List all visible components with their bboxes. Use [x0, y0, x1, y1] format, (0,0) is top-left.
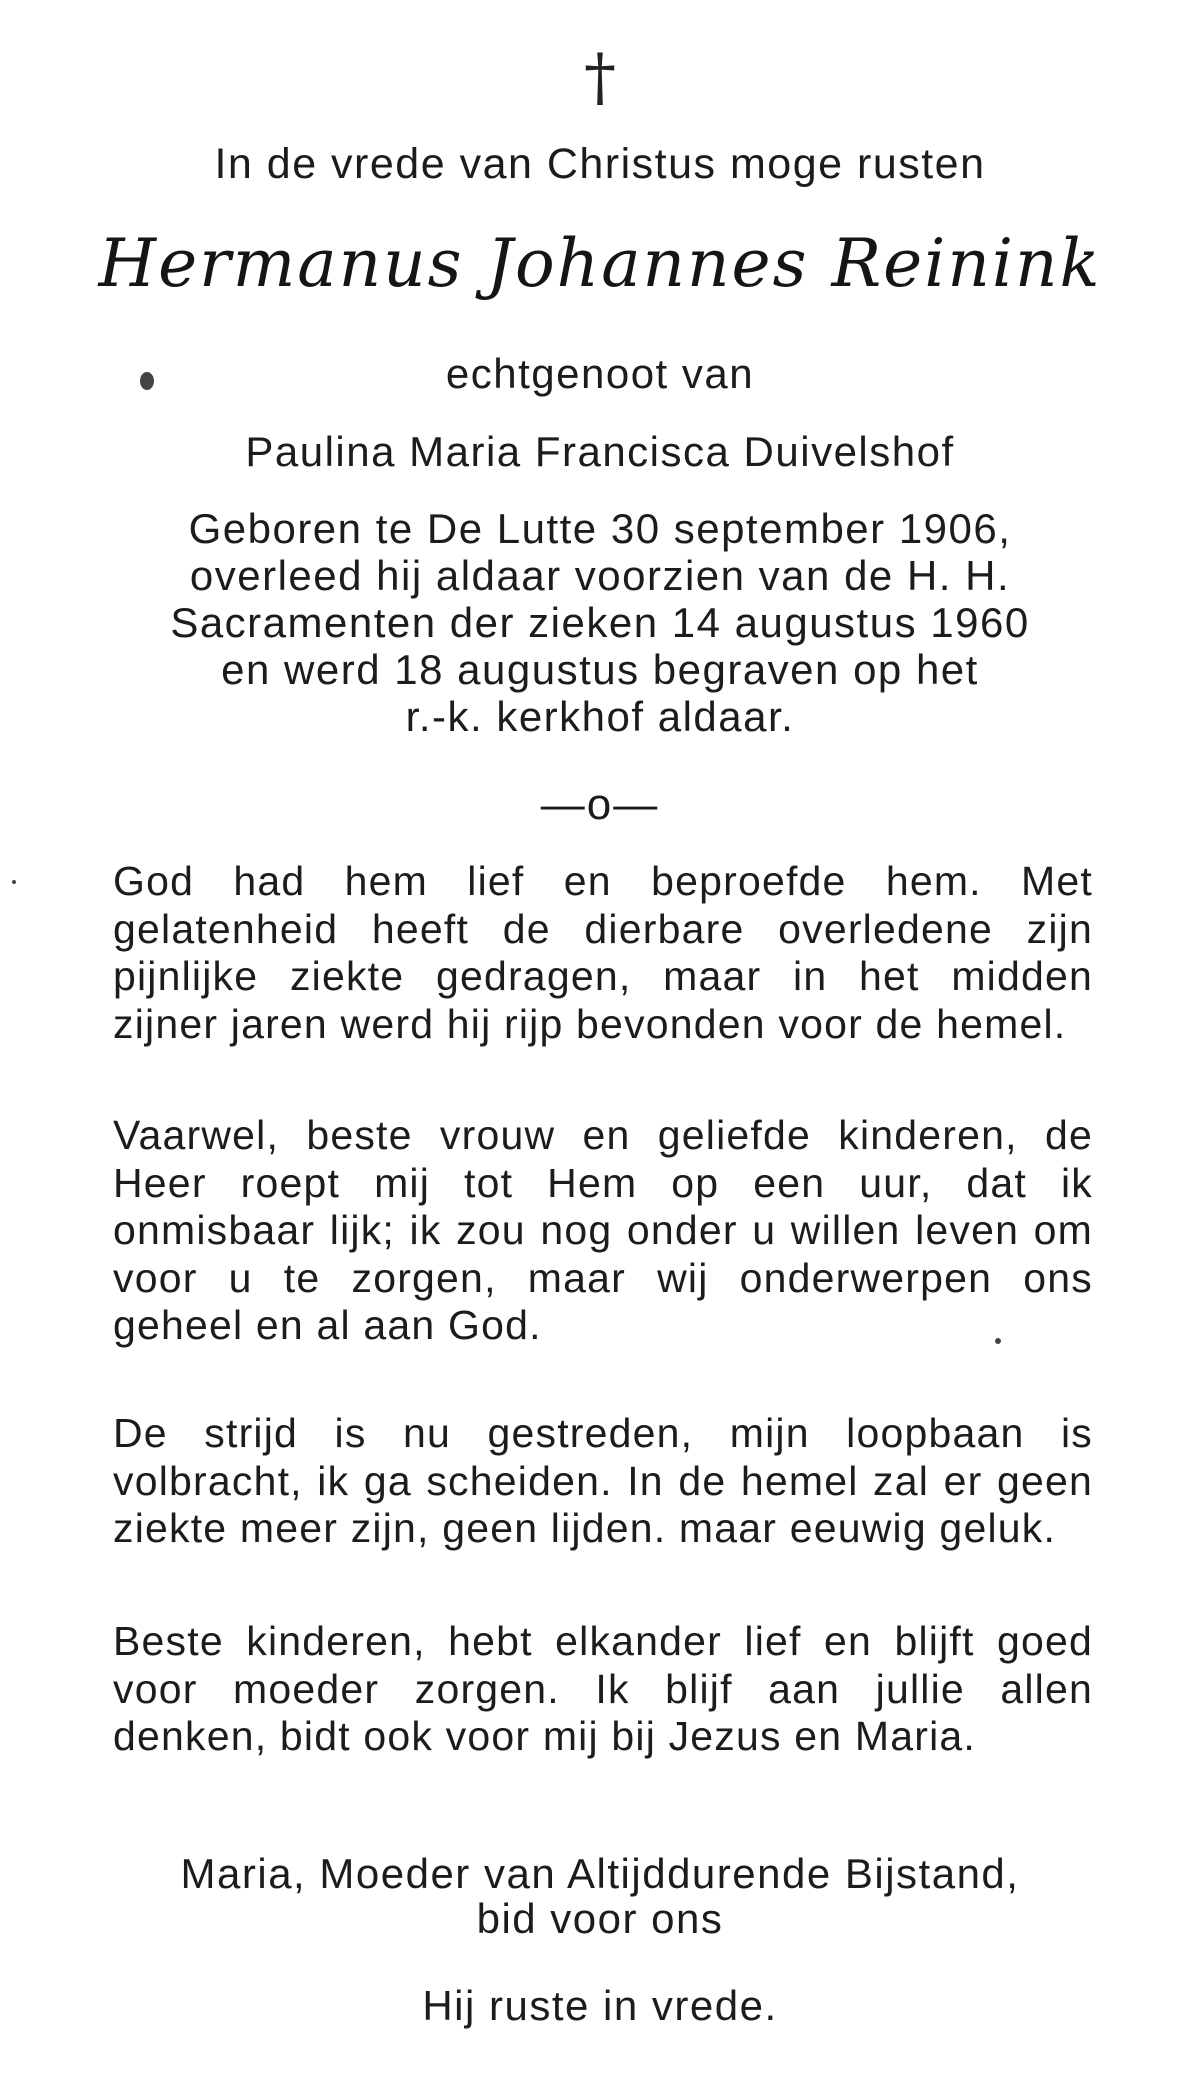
spouse-name: Paulina Maria Francisca Duivelshof [245, 428, 955, 475]
prayer-line-2: bid voor ons [476, 1895, 724, 1942]
opening-line: In de vrede van Christus moge rusten [214, 140, 986, 188]
bio-line-2: overleed hij aldaar voorzien van de H. H. [189, 552, 1011, 599]
ink-speck [12, 880, 16, 884]
paragraph-2: Vaarwel, beste vrouw en geliefde kinderen, de Heer roept mij tot Hem op een uur, dat ik onmisbaar lijk; ik zou nog onder u willen leven om voor u te zorgen, maar wij onderwerpen ons geheel en al aan God. [113, 1112, 1093, 1348]
prayer-line-1: Maria, Moeder van Altijddurende Bijstand, [180, 1850, 1020, 1897]
paragraph-4: Beste kinderen, hebt elkander lief en blijft goed voor moeder zorgen. Ik blijf aan jullie allen denken, bidt ook voor mij bij Jezus en Maria. [113, 1618, 1093, 1759]
paragraph-3: De strijd is nu gestreden, mijn loopbaan is volbracht, ik ga scheiden. In de hemel zal er geen ziekte meer zijn, geen lijden. maar eeuwig geluk. [113, 1410, 1093, 1551]
ink-speck [140, 372, 154, 390]
deceased-name: Hermanus Johannes Reinink [98, 225, 1102, 302]
bio-line-5: r.-k. kerkhof aldaar. [405, 693, 795, 740]
paragraph-1: God had hem lief en beproefde hem. Met gelatenheid heeft de dierbare overledene zijn pijnlijke ziekte gedragen, maar in het midden zijner jaren werd hij rijp bevonden voor de hemel. [113, 858, 1093, 1047]
bio-line-3: Sacramenten der zieken 14 augustus 1960 [170, 599, 1030, 646]
cross-icon: † [584, 41, 616, 115]
ink-speck [995, 1338, 1001, 1344]
closing-line: Hij ruste in vrede. [422, 1982, 778, 2029]
bio-line-1: Geboren te De Lutte 30 september 1906, [188, 505, 1012, 552]
separator-ornament: —o— [540, 780, 660, 829]
bio-line-4: en werd 18 augustus begraven op het [221, 646, 979, 693]
spouse-intro: echtgenoot van [445, 350, 755, 397]
